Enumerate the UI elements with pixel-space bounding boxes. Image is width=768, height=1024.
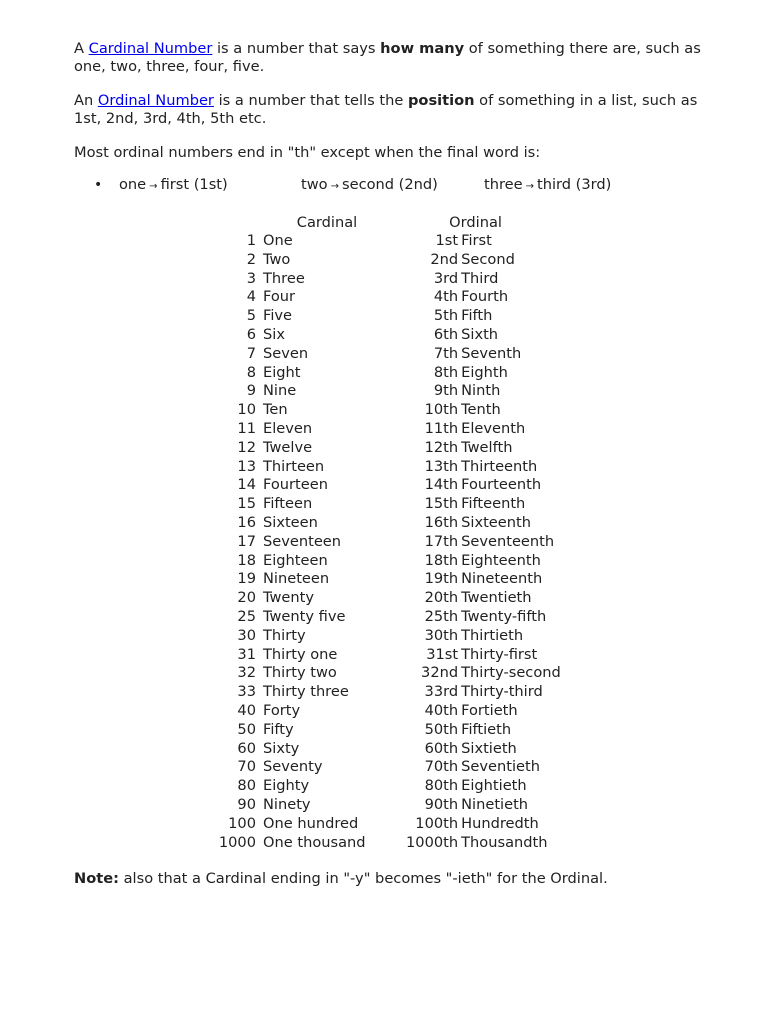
example-cardinal: two: [301, 176, 328, 193]
cardinal-word: Seventeen: [263, 532, 342, 550]
ordinal-number: 40th: [424, 701, 459, 719]
cardinal-number: 1: [246, 232, 256, 249]
ordinal-word: Eighteenth: [461, 551, 541, 569]
example-cardinal: one: [119, 176, 147, 193]
table-row: [218, 514, 571, 533]
ordinal-number-link[interactable]: Ordinal Number: [97, 92, 214, 109]
cardinal-word: Fifty: [263, 720, 294, 738]
table-body: [218, 232, 571, 852]
table-row: [218, 777, 571, 796]
ordinal-number: 10th: [424, 401, 459, 419]
table-row: [218, 608, 571, 627]
ordinal-word: Twenty-fifth: [461, 607, 547, 625]
cardinal-word: Nine: [263, 382, 297, 400]
cardinal-number: 9: [246, 382, 256, 400]
ordinal-number: 5th: [433, 307, 459, 325]
cardinal-definition: [74, 40, 724, 76]
ordinal-number: 18th: [424, 551, 459, 569]
cardinal-word: Fourteen: [263, 476, 328, 494]
cardinal-number: 12: [237, 438, 256, 456]
cardinal-number: 3: [246, 269, 256, 287]
cardinal-word: Thirty three: [263, 683, 349, 701]
cardinal-word: Four: [263, 288, 296, 306]
ordinal-number: 11th: [424, 419, 459, 437]
cardinal-number: 13: [237, 457, 256, 475]
table-row: [218, 439, 571, 458]
cardinal-word: Twenty: [263, 589, 315, 607]
table-row: [218, 420, 571, 439]
ordinal-definition: [74, 92, 724, 128]
ordinal-word: Fourth: [461, 288, 509, 306]
note-paragraph: [74, 870, 608, 888]
cardinal-word: Seventy: [263, 758, 323, 776]
ordinal-number: 19th: [424, 570, 459, 588]
cardinal-word: Six: [263, 325, 285, 343]
ordinal-word: Seventieth: [461, 758, 540, 776]
ordinal-word: Seventh: [461, 344, 522, 362]
emphasis-how-many: how many: [380, 40, 465, 57]
arrow-right-icon: →: [149, 181, 158, 192]
cardinal-word: Eleven: [263, 419, 313, 437]
document-body: [74, 40, 724, 196]
cardinal-word: Seven: [263, 344, 309, 362]
example-third: [484, 176, 611, 196]
table-row: [218, 364, 571, 383]
cardinal-number: 40: [237, 701, 256, 719]
number-table: [218, 213, 571, 852]
ordinal-number: 6th: [433, 325, 459, 343]
ordinal-number: 25th: [424, 607, 459, 625]
ordinal-word: Seventeenth: [461, 532, 555, 550]
ordinal-word: Thousandth: [461, 833, 548, 851]
cardinal-number: 5: [246, 307, 256, 325]
ordinal-number: 33rd: [424, 683, 459, 701]
ordinal-word: Eighth: [461, 363, 508, 381]
example-ordinal: third (3rd): [537, 176, 612, 193]
cardinal-number: 7: [246, 344, 256, 362]
cardinal-number: 90: [237, 795, 256, 813]
cardinal-number: 100: [228, 814, 256, 832]
cardinal-number: 25: [237, 607, 256, 625]
emphasis-position: position: [407, 92, 475, 109]
ordinal-word: Fourteenth: [461, 476, 542, 494]
ordinal-number: 14th: [424, 476, 459, 494]
example-second: [301, 176, 438, 196]
ordinal-number: 15th: [424, 495, 459, 513]
ordinal-word: Eleventh: [461, 419, 526, 437]
ordinal-number: 60th: [424, 739, 459, 757]
header-ordinal: Ordinal: [449, 214, 502, 231]
ordinal-word: Twelfth: [461, 438, 513, 456]
cardinal-word: Three: [263, 269, 305, 287]
ordinal-number: 17th: [424, 532, 459, 550]
cardinal-word: Sixty: [263, 739, 300, 757]
ordinal-number: 8th: [433, 363, 459, 381]
cardinal-number: 4: [246, 288, 256, 306]
ordinal-word: Thirty-third: [461, 683, 543, 701]
table-row: [218, 345, 571, 364]
cardinal-number: 14: [237, 476, 256, 494]
cardinal-number: 32: [237, 664, 256, 682]
ordinal-number: 31st: [426, 645, 459, 663]
ordinal-word: Sixteenth: [461, 513, 531, 531]
ordinal-word: First: [461, 232, 492, 249]
cardinal-number: 18: [237, 551, 256, 569]
ordinal-word: Ninetieth: [461, 795, 529, 813]
table-row: [218, 627, 571, 646]
table-row: [218, 495, 571, 514]
cardinal-number: 30: [237, 626, 256, 644]
text-span: A: [74, 40, 89, 57]
table-row: [218, 232, 571, 251]
table-row: [218, 382, 571, 401]
exception-intro: Most ordinal numbers end in "th" except when the final word is:: [74, 144, 541, 161]
table-row: [218, 683, 571, 702]
arrow-right-icon: →: [525, 181, 534, 192]
ordinal-word: Nineteenth: [461, 570, 543, 588]
table-row: [218, 740, 571, 759]
cardinal-number: 50: [237, 720, 256, 738]
table-row: [218, 721, 571, 740]
text-span: is a number that says: [212, 40, 381, 57]
ordinal-number: 20th: [424, 589, 459, 607]
ordinal-number: 30th: [424, 626, 459, 644]
ordinal-number: 7th: [433, 344, 459, 362]
note-text: also that a Cardinal ending in "-y" becomes "-ieth" for the Ordinal.: [118, 870, 608, 887]
cardinal-word: Twelve: [263, 438, 313, 456]
table-row: [218, 401, 571, 420]
cardinal-word: Thirty two: [263, 664, 337, 682]
example-ordinal: second (2nd): [341, 176, 438, 193]
cardinal-word: Thirty one: [263, 645, 338, 663]
ordinal-number: 1st: [435, 232, 459, 249]
cardinal-word: Eighteen: [263, 551, 328, 569]
ordinal-number: 50th: [424, 720, 459, 738]
table-row: [218, 270, 571, 289]
cardinal-number: 33: [237, 683, 256, 701]
table-row: [218, 796, 571, 815]
ordinal-word: Thirteenth: [461, 457, 538, 475]
ordinal-number: 2nd: [430, 250, 459, 268]
cardinal-number: 20: [237, 589, 256, 607]
ordinal-number: 70th: [424, 758, 459, 776]
ordinal-number: 90th: [424, 795, 459, 813]
cardinal-word: Ninety: [263, 795, 311, 813]
cardinal-word: Forty: [263, 701, 301, 719]
table-row: [218, 476, 571, 495]
cardinal-word: Two: [263, 250, 291, 268]
ordinal-number: 3rd: [433, 269, 459, 287]
cardinal-number: 10: [237, 401, 256, 419]
ordinal-number: 9th: [433, 382, 459, 400]
cardinal-number: 15: [237, 495, 256, 513]
cardinal-number: 17: [237, 532, 256, 550]
table-row: [218, 552, 571, 571]
ordinal-word: Twentieth: [461, 589, 532, 607]
table-row: [218, 646, 571, 665]
ordinal-word: Eightieth: [461, 777, 527, 795]
cardinal-word: Ten: [263, 401, 288, 419]
note-label: Note:: [74, 870, 119, 887]
example-first: [119, 176, 228, 196]
ordinal-word: Fiftieth: [461, 720, 512, 738]
cardinal-word: Eight: [263, 363, 301, 381]
text-span: is a number that tells the: [213, 92, 408, 109]
cardinal-number: 19: [237, 570, 256, 588]
table-row: [218, 702, 571, 721]
ordinal-number: 1000th: [406, 833, 459, 851]
cardinal-number: 8: [246, 363, 256, 381]
ordinal-word: Fortieth: [461, 701, 518, 719]
table-row: [218, 589, 571, 608]
exception-bullet: [74, 176, 724, 196]
cardinal-number: 11: [237, 419, 256, 437]
cardinal-number: 70: [237, 758, 256, 776]
ordinal-word: Ninth: [461, 382, 501, 400]
ordinal-word: Thirty-second: [461, 664, 561, 682]
arrow-right-icon: →: [330, 181, 339, 192]
table-row: [218, 307, 571, 326]
ordinal-number: 32nd: [421, 664, 459, 682]
table-row: [218, 664, 571, 683]
cardinal-word: Thirteen: [263, 457, 325, 475]
ordinal-word: Hundredth: [461, 814, 539, 832]
ordinal-word: Sixth: [461, 325, 499, 343]
example-ordinal: first (1st): [160, 176, 228, 193]
ordinal-word: Thirtieth: [461, 626, 524, 644]
table-row: [218, 758, 571, 777]
cardinal-number: 31: [237, 645, 256, 663]
cardinal-word: Fifteen: [263, 495, 313, 513]
cardinal-word: Five: [263, 307, 293, 325]
ordinal-word: Fifteenth: [461, 495, 526, 513]
ordinal-word: Sixtieth: [461, 739, 517, 757]
ordinal-number: 4th: [433, 288, 459, 306]
cardinal-word: Sixteen: [263, 513, 318, 531]
cardinal-number: 16: [237, 513, 256, 531]
header-cardinal: Cardinal: [296, 214, 358, 231]
bullet-icon: •: [94, 177, 103, 193]
table-row: [218, 251, 571, 270]
text-span: of something in a list, such as 1st, 2nd, 3rd, 4th, 5th etc.: [74, 92, 698, 127]
cardinal-word: One hundred: [263, 814, 359, 832]
cardinal-number: 6: [246, 325, 256, 343]
cardinal-number: 60: [237, 739, 256, 757]
cardinal-number-link[interactable]: Cardinal Number: [88, 40, 213, 57]
table-row: [218, 533, 571, 552]
table-row: [218, 815, 571, 834]
cardinal-number: 2: [246, 250, 256, 268]
text-span: of something there are, such as one, two, three, four, five.: [74, 40, 701, 75]
ordinal-word: Fifth: [461, 307, 493, 325]
ordinal-word: Thirty-first: [461, 645, 538, 663]
cardinal-word: One: [263, 232, 293, 249]
cardinal-word: One thousand: [263, 833, 366, 851]
ordinal-word: Tenth: [461, 401, 501, 419]
ordinal-word: Third: [461, 269, 499, 287]
ordinal-number: 80th: [424, 777, 459, 795]
ordinal-word: Second: [461, 250, 515, 268]
example-cardinal: three: [484, 176, 523, 193]
table-header-row: [218, 213, 571, 232]
cardinal-word: Nineteen: [263, 570, 330, 588]
table-row: [218, 834, 571, 853]
ordinal-number: 16th: [424, 513, 459, 531]
cardinal-number: 1000: [218, 833, 256, 851]
ordinal-number: 100th: [415, 814, 459, 832]
ordinal-number: 13th: [424, 457, 459, 475]
table-row: [218, 326, 571, 345]
table-row: [218, 570, 571, 589]
text-span: An: [74, 92, 98, 109]
ordinal-number: 12th: [424, 438, 459, 456]
table-row: [218, 458, 571, 477]
cardinal-word: Twenty five: [263, 607, 346, 625]
cardinal-word: Thirty: [263, 626, 306, 644]
cardinal-word: Eighty: [263, 777, 310, 795]
cardinal-number: 80: [237, 777, 256, 795]
table-row: [218, 288, 571, 307]
